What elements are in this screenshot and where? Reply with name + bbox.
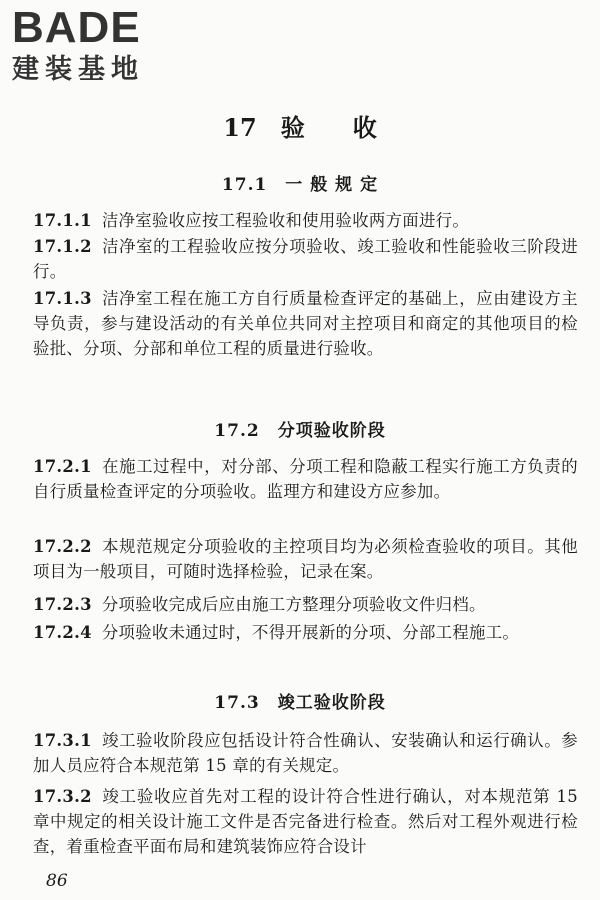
paragraph-17-3-1	[33, 728, 578, 778]
paragraph-17-1-2	[33, 234, 578, 284]
section-title-17-2: 17.2 分项验收阶段	[214, 421, 386, 441]
paragraph-number: 17.1.3	[33, 289, 92, 308]
paragraph-text: 竣工验收应首先对工程的设计符合性进行确认，对本规范第 15 章中规定的相关设计施工文件是否完备进行检查。然后对工程外观进行检查，着重检查平面布局和建筑装饰应符合设计	[33, 787, 578, 856]
paragraph-text: 在施工过程中，对分部、分项工程和隐蔽工程实行施工方负责的自行质量检查评定的分项验收。监理方和建设方应参加。	[33, 457, 578, 501]
paragraph-text: 本规范规定分项验收的主控项目均为必须检查验收的项目。其他项目为一般项目，可随时选择检验，记录在案。	[33, 537, 578, 581]
logo-wordmark: BADE	[12, 3, 141, 52]
logo	[12, 4, 182, 88]
paragraph-number: 17.2.3	[33, 595, 92, 614]
chapter-title: 17 验 收	[223, 113, 377, 142]
paragraph-number: 17.2.4	[33, 623, 92, 642]
page-number: 86	[46, 871, 68, 891]
paragraph-number: 17.3.2	[33, 787, 92, 806]
paragraph-17-3-2	[33, 784, 578, 859]
paragraph-number: 17.1.1	[33, 211, 92, 230]
section-title-17-3: 17.3 竣工验收阶段	[214, 693, 386, 713]
paragraph-number: 17.2.2	[33, 537, 92, 556]
paragraph-text: 竣工验收阶段应包括设计符合性确认、安装确认和运行确认。参加人员应符合本规范第 15 章的有关规定。	[33, 731, 578, 775]
paragraph-17-1-3	[33, 286, 578, 361]
paragraph-text: 洁净室工程在施工方自行质量检查评定的基础上，应由建设方主导负责，参与建设活动的有关单位共同对主控项目和商定的其他项目的检验批、分项、分部和单位工程的质量进行验收。	[33, 289, 578, 358]
paragraph-17-2-1	[33, 454, 578, 504]
paragraph-text: 分项验收未通过时，不得开展新的分项、分部工程施工。	[101, 623, 520, 642]
paragraph-17-1-1	[33, 208, 578, 233]
paragraph-text: 洁净室验收应按工程验收和使用验收两方面进行。	[101, 211, 470, 230]
paragraph-number: 17.2.1	[33, 457, 92, 476]
paragraph-number: 17.3.1	[33, 731, 92, 750]
paragraph-text: 分项验收完成后应由施工方整理分项验收文件归档。	[101, 595, 486, 614]
section-title-17-1: 17.1 一 般 规 定	[221, 175, 379, 195]
paragraph-number: 17.1.2	[33, 237, 92, 256]
paragraph-17-2-4	[33, 620, 578, 645]
paragraph-17-2-2	[33, 534, 578, 584]
paragraph-17-2-3	[33, 592, 578, 617]
paragraph-text: 洁净室的工程验收应按分项验收、竣工验收和性能验收三阶段进行。	[33, 237, 578, 281]
logo-subtitle: 建装基地	[12, 54, 144, 85]
